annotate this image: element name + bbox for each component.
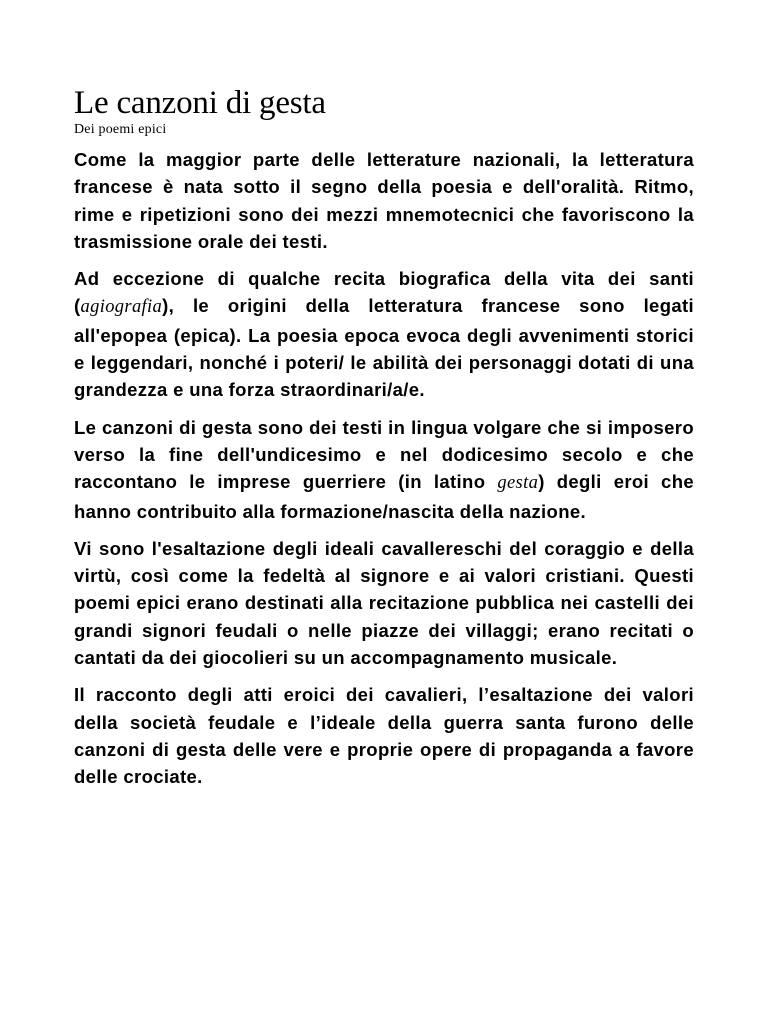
paragraph-3-text-end: ) degli eroi che hanno contribuito alla formazione/nascita della nazione.	[74, 471, 694, 522]
paragraph-3-text-start: Le canzoni di gesta sono dei testi in lingua volgare che si imposero verso la fine dell'undicesimo e nel dodicesimo secolo e che raccontano le imprese guerriere (in latino	[74, 416, 694, 493]
paragraph-3	[74, 414, 694, 525]
paragraph-3-italic-term: gesta	[497, 473, 539, 494]
page-subtitle: Dei poemi epici	[74, 122, 167, 137]
paragraph-2-text-end: ), le origini della letteratura francese sono legati all'epopea (epica). La poesia epoca evoca degli avvenimenti storici e leggendari, nonché i poteri/ le abilità dei personaggi dotati di una grandezza e una forza straordinari/a/e.	[74, 295, 694, 401]
paragraph-2	[74, 265, 694, 403]
paragraph-2-italic-term: agiografia	[80, 297, 163, 318]
paragraph-5: Il racconto degli atti eroici dei cavalieri, l’esaltazione dei valori della società feudale e l’ideale della guerra santa furono delle canzoni di gesta delle vere e proprie opere di propaganda a favore delle crociate.	[74, 684, 694, 788]
document-page	[74, 84, 694, 801]
paragraph-4: Vi sono l'esaltazione degli ideali cavallereschi del coraggio e della virtù, così come la fedeltà al signore e ai valori cristiani. Questi poemi epici erano destinati alla recitazione pubblica nei castelli dei grandi signori feudali o nelle piazze dei villaggi; erano recitati o cantati da dei giocolieri su un accompagnamento musicale.	[74, 537, 694, 669]
paragraph-2-text-start: Ad eccezione di qualche recita biografica della vita dei santi (	[74, 268, 694, 317]
paragraph-1: Come la maggior parte delle letterature nazionali, la letteratura francese è nata sotto il segno della poesia e dell'oralità. Ritmo, rime e ripetizioni sono dei mezzi mnemotecnici che favoriscono la trasmissione orale dei testi.	[74, 149, 694, 252]
page-title: Le canzoni di gesta	[74, 85, 326, 121]
